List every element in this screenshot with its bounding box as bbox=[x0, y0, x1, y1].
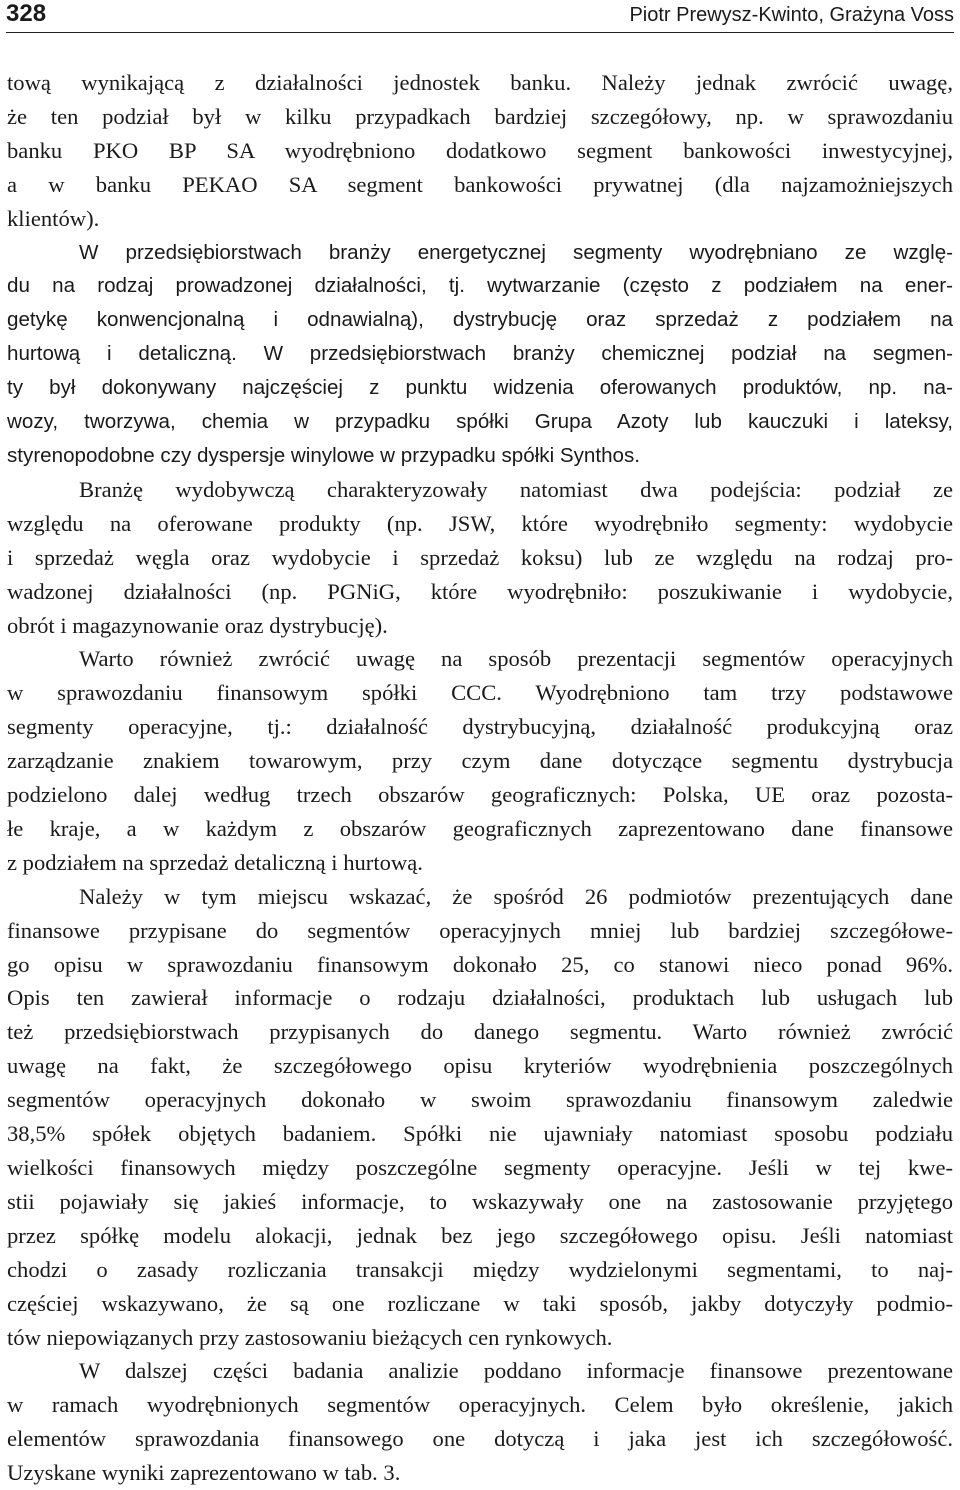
text-line: W przedsiębiorstwach branży energetycznej segmenty wyodrębniano ze wzglę- bbox=[79, 240, 953, 264]
text-line: Należy w tym miejscu wskazać, że spośród 26 podmiotów prezentujących dane bbox=[79, 883, 953, 909]
text-line: elementów sprawozdania finansowego one dotyczą i jaka jest ich szczegółowość. bbox=[7, 1426, 953, 1452]
body-text bbox=[7, 66, 953, 1490]
text-line: tową wynikającą z działalności jednostek banku. Należy jednak zwrócić uwagę, bbox=[7, 70, 953, 95]
paragraph bbox=[7, 1354, 953, 1490]
text-line: podzielono dalej według trzech obszarów geograficznych: Polska, UE oraz pozosta- bbox=[7, 782, 953, 808]
text-line: względu na oferowane produkty (np. JSW, które wyodrębniło segmenty: wydobycie bbox=[7, 510, 953, 536]
page-number: 328 bbox=[6, 0, 47, 27]
text-line: chodzi o zasady rozliczania transakcji między wydzielonymi segmentami, to naj- bbox=[7, 1256, 953, 1282]
text-line: du na rodzaj prowadzonej działalności, tj. wytwarzanie (często z podziałem na ener- bbox=[7, 274, 953, 298]
text-line: zarządzanie znakiem towarowym, przy czym dane dotyczące segmentu dystrybucja bbox=[7, 748, 953, 774]
text-line: finansowe przypisane do segmentów operacyjnych mniej lub bardziej szczegółowe- bbox=[7, 917, 953, 943]
text-line: wielkości finansowych między poszczególne segmenty operacyjne. Jeśli w tej kwe- bbox=[7, 1155, 953, 1180]
paragraph bbox=[7, 880, 953, 1355]
text-line: obrót i magazynowanie oraz dystrybucję). bbox=[7, 612, 388, 638]
text-line: ty był dokonywany najczęściej z punktu widzenia oferowanych produktów, np. na- bbox=[7, 376, 953, 400]
text-line: segmenty operacyjne, tj.: działalność dystrybucyjną, działalność produkcyjną oraz bbox=[7, 714, 953, 740]
text-line: łe kraje, a w każdym z obszarów geograficznych zaprezentowano dane finansowe bbox=[7, 815, 953, 841]
text-line: wadzonej działalności (np. PGNiG, które wyodrębniło: poszukiwanie i wydobycie, bbox=[7, 578, 953, 604]
paragraph bbox=[7, 66, 953, 236]
text-line: w ramach wyodrębnionych segmentów operacyjnych. Celem było określenie, jakich bbox=[7, 1392, 953, 1418]
text-line: getykę konwencjonalną i odnawialną), dystrybucję oraz sprzedaż z podziałem na bbox=[7, 308, 953, 332]
text-line: tów niepowiązanych przy zastosowaniu bieżących cen rynkowych. bbox=[7, 1324, 613, 1350]
text-line: 38,5% spółek objętych badaniem. Spółki nie ujawniały natomiast sposobu podziału bbox=[7, 1121, 953, 1147]
page-header bbox=[6, 0, 954, 33]
text-line: klientów). bbox=[7, 205, 100, 231]
text-line: i sprzedaż węgla oraz wydobycie i sprzedaż koksu) lub ze względu na rodzaj pro- bbox=[7, 544, 953, 570]
text-line: też przedsiębiorstwach przypisanych do danego segmentu. Warto również zwrócić bbox=[7, 1019, 953, 1045]
text-line: banku PKO BP SA wyodrębniono dodatkowo segment bankowości inwestycyjnej, bbox=[7, 137, 953, 163]
text-line: Uzyskane wyniki zaprezentowano w tab. 3. bbox=[7, 1460, 401, 1486]
text-line: Warto również zwrócić uwagę na sposób prezentacji segmentów operacyjnych bbox=[79, 646, 953, 672]
text-line: go opisu w sprawozdaniu finansowym dokonało 25, co stanowi nieco ponad 96%. bbox=[7, 951, 953, 977]
text-line: segmentów operacyjnych dokonało w swoim sprawozdaniu finansowym zaledwie bbox=[7, 1087, 953, 1113]
text-line: że ten podział był w kilku przypadkach bardziej szczegółowy, np. w sprawozdaniu bbox=[7, 103, 953, 129]
text-line: w sprawozdaniu finansowym spółki CCC. Wyodrębniono tam trzy podstawowe bbox=[7, 680, 953, 706]
text-line: przez spółkę modelu alokacji, jednak bez jego szczegółowego opisu. Jeśli natomiast bbox=[7, 1222, 953, 1248]
text-line: częściej wskazywano, że są one rozliczane w taki sposób, jakby dotyczyły podmio- bbox=[7, 1290, 953, 1316]
text-line: wozy, tworzywa, chemia w przypadku spółki Grupa Azoty lub kauczuki i lateksy, bbox=[7, 410, 953, 434]
paragraph bbox=[7, 236, 953, 473]
text-line: stii pojawiały się jakieś informacje, to wskazywały one na zastosowanie przyjętego bbox=[7, 1188, 953, 1214]
text-line: uwagę na fakt, że szczegółowego opisu kryteriów wyodrębnienia poszczególnych bbox=[7, 1053, 953, 1079]
text-line: styrenopodobne czy dyspersje winylowe w przypadku spółki Synthos. bbox=[7, 443, 641, 467]
text-line: Branżę wydobywczą charakteryzowały natomiast dwa podejścia: podział ze bbox=[79, 476, 953, 502]
paragraph bbox=[7, 473, 953, 643]
text-line: z podziałem na sprzedaż detaliczną i hurtową. bbox=[7, 849, 423, 875]
text-line: hurtową i detaliczną. W przedsiębiorstwach branży chemicznej podział na segmen- bbox=[7, 342, 953, 366]
text-line: a w banku PEKAO SA segment bankowości prywatnej (dla najzamożniejszych bbox=[7, 171, 953, 197]
running-head-authors: Piotr Prewysz-Kwinto, Grażyna Voss bbox=[629, 4, 954, 26]
paragraph bbox=[7, 642, 953, 879]
text-line: W dalszej części badania analizie poddano informacje finansowe prezentowane bbox=[79, 1358, 953, 1384]
text-line: Opis ten zawierał informacje o rodzaju działalności, produktach lub usługach lub bbox=[7, 985, 953, 1011]
